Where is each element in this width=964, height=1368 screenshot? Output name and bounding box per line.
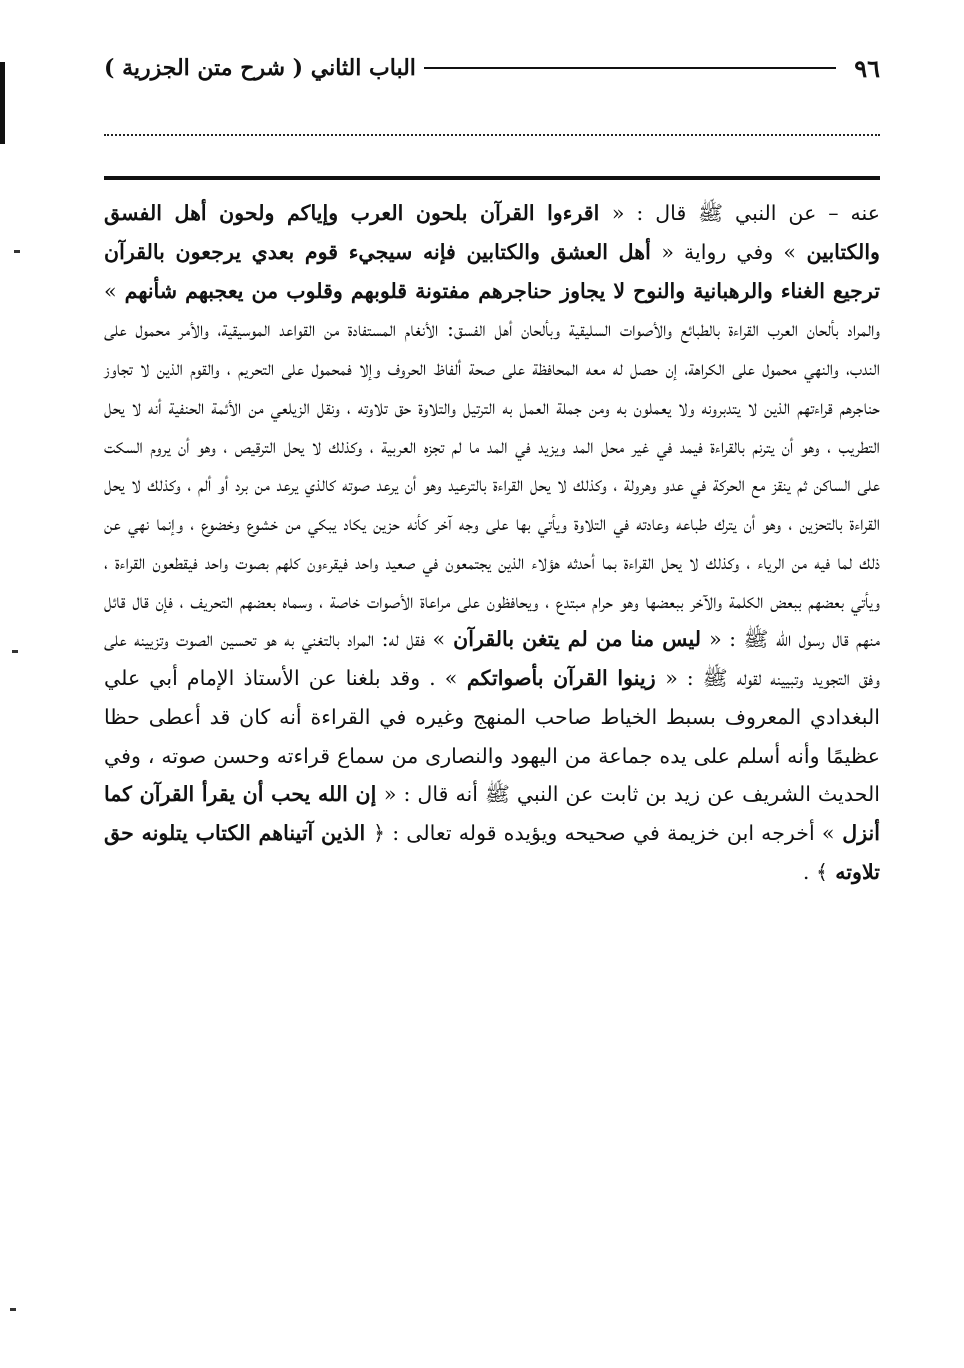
scan-edge-mark bbox=[0, 62, 5, 144]
hadith-quote: اقرءوا القرآن بلحون العرب وإياكم ولحون أهل الفسق والكتابين bbox=[104, 201, 880, 264]
page-number: ٩٦ bbox=[854, 53, 880, 83]
hadith-quote: زينوا القرآن بأصواتكم bbox=[457, 666, 666, 690]
page-header bbox=[104, 48, 880, 88]
text-segment: » . وقد بلغنا عن الأستاذ الإمام أبي علي البغدادي المعروف بسبط الخياط صاحب المنهج وغيره في القراءة أنه كان قد أعطى حظا عظيمًا وأنه أسلم على يده جماعة من اليهود والنصارى من سماع قراءته وحسن صوته ، وفي الحديث الشريف عن زيد بن ثابت عن النبي ﷺ أنه قال : « bbox=[104, 666, 880, 807]
book-page bbox=[104, 48, 880, 1308]
text-segment: » فقل له: المراد بالتغني به هو تحسين الصوت وتزيينه على وفق التجويد وتبيينه لقوله ﷺ : « bbox=[104, 627, 880, 690]
chapter-title: الباب الثاني ( شرح متن الجزرية ) bbox=[104, 55, 416, 81]
scan-speck bbox=[14, 250, 20, 253]
text-segment: ﴾ . bbox=[802, 859, 829, 884]
scan-speck bbox=[10, 1308, 16, 1311]
hadith-quote: إن الله يحب أن يقرأ القرآن كما أنزل bbox=[104, 782, 881, 845]
quran-verse: الذين آتيناهم الكتاب يتلونه حق تلاوته bbox=[104, 821, 880, 884]
text-segment: » وفي رواية « bbox=[661, 239, 796, 264]
hadith-quote: أهل العشق والكتابين فإنه سيجيء قوم بعدي يرجعون بالقرآن ترجيع الغناء والرهبانية والنوح لا يجاوز حناجرهم مفتونة قلوبهم وقلوب من يعجبهم شأنهم bbox=[104, 239, 880, 303]
scan-speck bbox=[12, 650, 18, 653]
header-rule bbox=[424, 67, 836, 69]
text-segment: » والمراد بألحان العرب القراءة بالطبائع والأصوات السليقية وبألحان أهل الفسق: الأنغام المستفادة من القواعد الموسيقية، والأمر محمول على الندب، والنهي محمول على الكراهة، إن حصل له معه المحافظة على صحة ألفاظ الحروف وإلا فمحمول على التحريم ، والقوم الذين لا تجاوز حناجرهم قراءتهم الذين لا يتدبرونه ولا يعملون به ومن جملة العمل به الترتيل والتلاوة حق تلاوته ، ونقل الزيلعي من الأئمة الحنفية أنه لا يحل التطريب ، وهو أن يترنم بالقراءة فيمد في غير محل المد ويزيد في المد ما لم تجزه العربية ، وكذلك لا يحل الترقيص ، وهو أن يروم السكت على الساكن ثم ينقز مع الحركة في عدو وهرولة ، وكذلك لا يحل القراءة بالترعيد وهو أن يرعد صوته كالذي يرعد من برد أو ألم ، وكذلك لا يحل القراءة بالتحزين ، وهو أن يترك طباعه وعادته في التلاوة ويأتي بها على وجه آخر كأنه حزين يكاد يبكي من خشوع وخضوع ، وإنما نهي عن ذلك لما فيه من الرياء ، وكذلك لا يحل القراءة بما أحدثه هؤلاء الذين يجتمعون في صعيد واحد فيقرءون كلهم بصوت واحد فيقطعون القراءة ، ويأتي بعضهم ببعض الكلمة والآخر ببعضها وهو حرام مبتدع ، ويحافظون على مراعاة الأصوات خاصة ، وسماه بعضهم التحريف ، فإن قال قائل منهم قال رسول الله ﷺ : « bbox=[104, 278, 880, 652]
dotted-separator bbox=[104, 134, 880, 136]
text-segment: » أخرجه ابن خزيمة في صحيحه ويؤيده قوله تعالى : ﴿ bbox=[373, 821, 835, 845]
text-segment: عنه – عن النبي ﷺ قال : « bbox=[611, 201, 881, 225]
paragraph bbox=[104, 194, 880, 892]
main-text bbox=[104, 194, 880, 892]
thick-separator bbox=[104, 176, 880, 180]
hadith-quote: ليس منا من لم يتغن بالقرآن bbox=[445, 627, 710, 652]
